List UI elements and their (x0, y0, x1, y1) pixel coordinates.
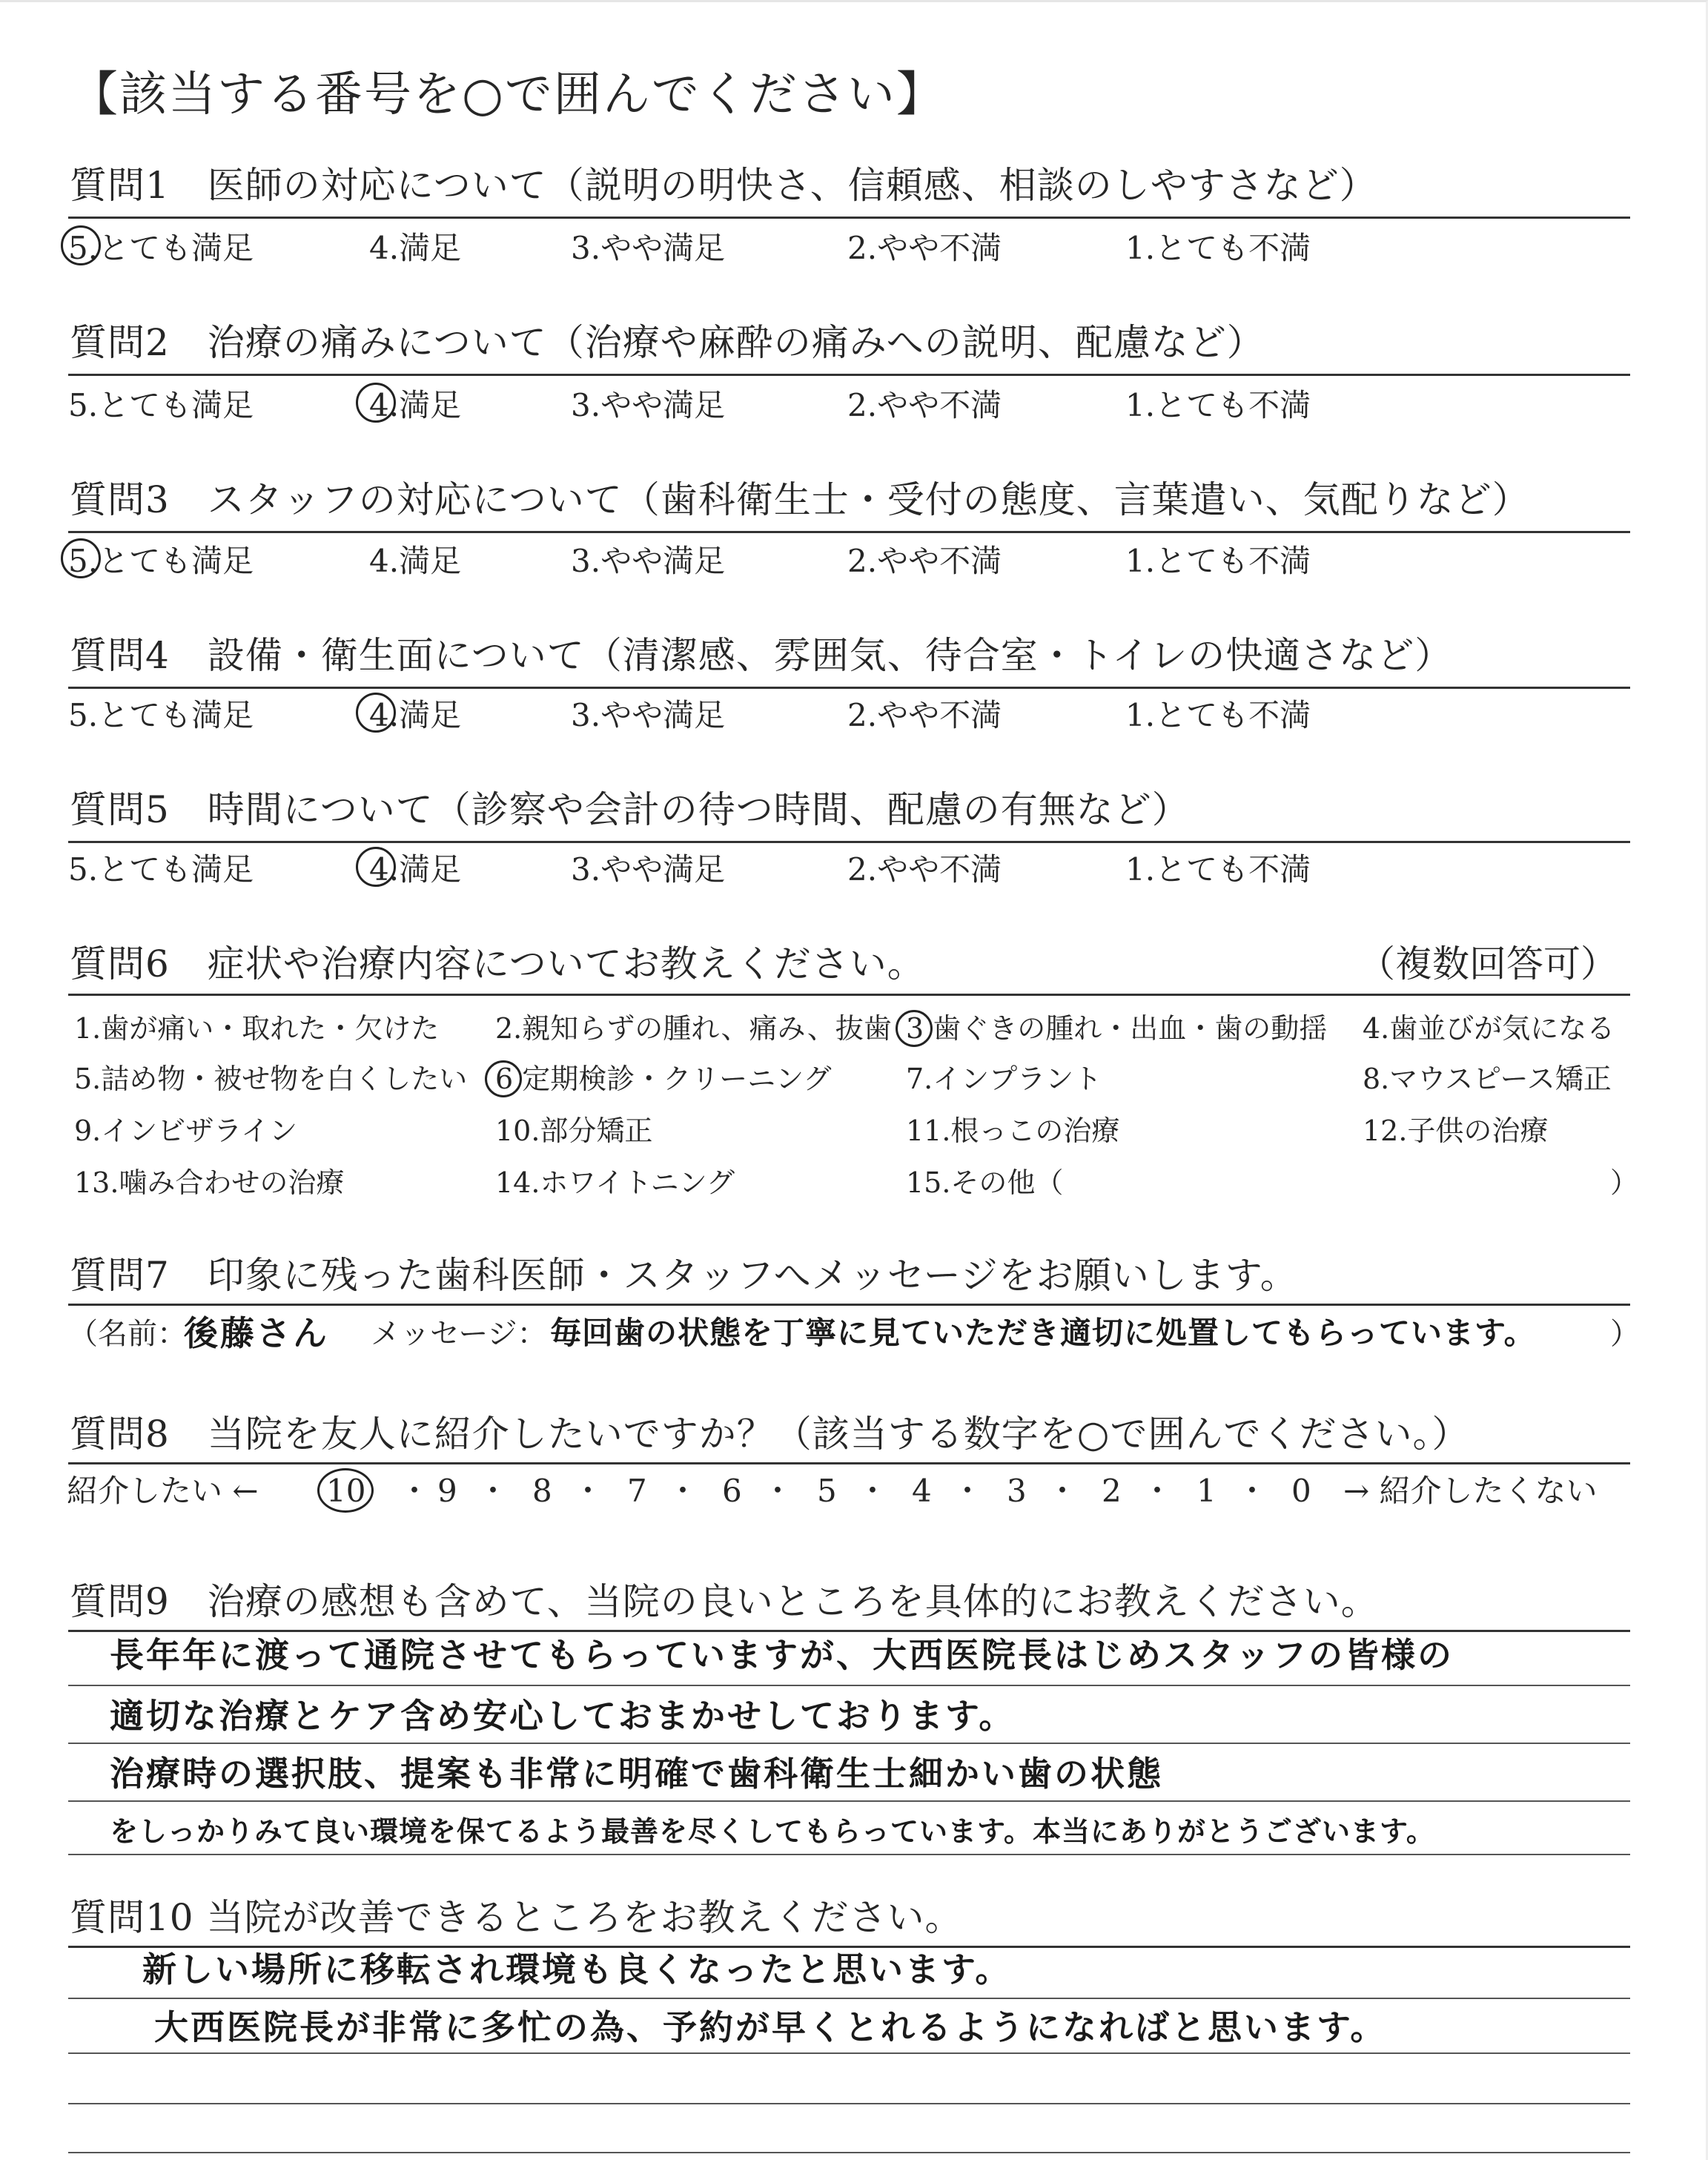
q8-dot: ・ (572, 1473, 604, 1509)
q7-close-paren: ） (1610, 1317, 1640, 1351)
q6-title: 質問6 症状や治療内容についてお教えください。 (70, 942, 925, 985)
q6-item-15-close: ） (1610, 1166, 1639, 1199)
q8-score-5[interactable]: 5 (817, 1473, 837, 1509)
q6-item-10[interactable]: 10.部分矯正 (495, 1114, 653, 1147)
q2-option-3[interactable]: 3.やや満足 (571, 387, 726, 423)
q8-score-2[interactable]: 2 (1102, 1473, 1122, 1509)
q8-score-8[interactable]: 8 (532, 1473, 552, 1509)
q8-dot: ・ (762, 1473, 794, 1509)
q5-option-3[interactable]: 3.やや満足 (571, 851, 726, 888)
q1-selection-circle (61, 225, 101, 265)
q6-item-11[interactable]: 11.根っこの治療 (906, 1114, 1120, 1147)
q6-item-8[interactable]: 8.マウスピース矯正 (1363, 1063, 1612, 1095)
q5-rule (68, 841, 1630, 843)
q8-score-1[interactable]: 1 (1196, 1473, 1217, 1509)
q10-answer-rule (68, 2152, 1630, 2153)
q8-title: 質問8 当院を友人に紹介したいですか？（該当する数字を○で囲んでください。） (70, 1413, 1470, 1456)
q9-answer-rule (68, 1685, 1630, 1686)
q2-option-1[interactable]: 1.とても不満 (1125, 387, 1311, 423)
q1-title: 質問1 医師の対応について（説明の明快さ、信頼感、相談のしやすさなど） (70, 164, 1377, 207)
q1-option-1[interactable]: 1.とても不満 (1125, 230, 1311, 266)
q3-title: 質問3 スタッフの対応について（歯科衛生士・受付の態度、言葉遣い、気配りなど） (70, 478, 1530, 521)
page-heading: 【該当する番号を○で囲んでください】 (70, 67, 945, 122)
q6-item-15[interactable]: 15.その他（ (906, 1166, 1064, 1199)
q7-name-value[interactable]: 後藤さん (184, 1313, 329, 1353)
q8-score-7[interactable]: 7 (627, 1473, 647, 1509)
q4-option-4[interactable]: 4.満足 (369, 697, 462, 733)
q4-option-2[interactable]: 2.やや不満 (847, 697, 1002, 733)
q8-dot: ・ (1047, 1473, 1079, 1509)
q9-answer-rule (68, 1854, 1630, 1855)
q4-selection-circle (356, 693, 396, 733)
q1-option-3[interactable]: 3.やや満足 (571, 230, 726, 266)
q6-item-6[interactable]: 6 定期検診・クリーニング (495, 1063, 832, 1095)
q10-title: 質問10 当院が改善できるところをお教えください。 (70, 1896, 963, 1939)
q1-option-5[interactable]: 5.とても満足 (68, 230, 254, 266)
q3-selection-circle (61, 538, 101, 578)
q2-selection-circle (356, 383, 396, 423)
q6-item-1[interactable]: 1.歯が痛い・取れた・欠けた (74, 1012, 440, 1045)
q8-score-0[interactable]: 0 (1291, 1473, 1311, 1509)
q2-option-4[interactable]: 4.満足 (369, 387, 462, 423)
q8-score-3[interactable]: 3 (1007, 1473, 1027, 1509)
q4-option-3[interactable]: 3.やや満足 (571, 697, 726, 733)
q1-option-4[interactable]: 4.満足 (369, 230, 462, 266)
q4-option-5[interactable]: 5.とても満足 (68, 697, 254, 733)
q3-rule (68, 531, 1630, 533)
q7-rule (68, 1304, 1630, 1306)
q10-answer-rule (68, 2103, 1630, 2104)
q9-title: 質問9 治療の感想も含めて、当院の良いところを具体的にお教えください。 (70, 1580, 1379, 1623)
q8-dot: ・ (399, 1473, 431, 1509)
q8-score-10[interactable]: 10 (326, 1473, 366, 1509)
q8-dot: ・ (952, 1473, 984, 1509)
q6-rule (68, 994, 1630, 996)
q6-item-7[interactable]: 7.インプラント (906, 1063, 1102, 1095)
q9-answer-line-3[interactable]: 治療時の選択肢、提案も非常に明確で歯科衛生士細かい歯の状態 (110, 1754, 1163, 1794)
q2-title: 質問2 治療の痛みについて（治療や麻酔の痛みへの説明、配慮など） (70, 321, 1265, 364)
q8-dot: ・ (1237, 1473, 1268, 1509)
q8-score-9[interactable]: 9 (437, 1473, 457, 1509)
q10-answer-rule (68, 2052, 1630, 2054)
q7-message-value[interactable]: 毎回歯の状態を丁寧に見ていただき適切に処置してもらっています。 (550, 1315, 1536, 1351)
q9-answer-line-2[interactable]: 適切な治療とケア含め安心しておまかせしております。 (110, 1696, 1016, 1736)
q8-rule (68, 1462, 1630, 1464)
q6-item-14[interactable]: 14.ホワイトニング (495, 1166, 735, 1199)
q10-answer-rule (68, 1998, 1630, 1999)
q6-selection-circle-3 (896, 1010, 933, 1047)
q6-item-13[interactable]: 13.噛み合わせの治療 (74, 1166, 345, 1199)
q9-answer-rule (68, 1743, 1630, 1744)
q8-selection-circle (317, 1468, 374, 1513)
q9-answer-line-4[interactable]: をしっかりみて良い環境を保てるよう最善を尽くしてもらっています。本当にありがとうございます。 (110, 1815, 1435, 1848)
q6-selection-circle-6 (485, 1060, 522, 1097)
q6-item-9[interactable]: 9.インビザライン (74, 1114, 298, 1147)
q6-item-12[interactable]: 12.子供の治療 (1363, 1114, 1549, 1147)
q3-option-4[interactable]: 4.満足 (369, 543, 462, 579)
q8-right-label: → 紹介したくない (1343, 1473, 1598, 1509)
q2-option-2[interactable]: 2.やや不満 (847, 387, 1002, 423)
q6-item-4[interactable]: 4.歯並びが気になる (1363, 1012, 1615, 1045)
q4-rule (68, 687, 1630, 689)
q1-rule (68, 217, 1630, 219)
q8-score-6[interactable]: 6 (722, 1473, 742, 1509)
q5-option-1[interactable]: 1.とても不満 (1125, 851, 1311, 888)
q7-message-label: メッセージ： (371, 1317, 547, 1351)
q6-item-2[interactable]: 2.親知らずの腫れ、痛み、抜歯 (495, 1012, 892, 1045)
q3-option-1[interactable]: 1.とても不満 (1125, 543, 1311, 579)
q7-name-label: （名前： (68, 1317, 187, 1351)
q8-dot: ・ (667, 1473, 699, 1509)
q6-item-3[interactable]: 3 歯ぐきの腫れ・出血・歯の動揺 (906, 1012, 1328, 1045)
q7-title: 質問7 印象に残った歯科医師・スタッフへメッセージをお願いします。 (70, 1254, 1298, 1297)
q8-dot: ・ (477, 1473, 509, 1509)
q8-dot: ・ (1142, 1473, 1174, 1509)
q4-option-1[interactable]: 1.とても不満 (1125, 697, 1311, 733)
q5-option-4[interactable]: 4.満足 (369, 851, 462, 888)
q5-selection-circle (356, 847, 396, 887)
q2-rule (68, 374, 1630, 376)
q5-option-5[interactable]: 5.とても満足 (68, 851, 254, 888)
q10-answer-line-1[interactable]: 新しい場所に移転され環境も良くなったと思います。 (142, 1949, 1012, 1989)
q3-option-3[interactable]: 3.やや満足 (571, 543, 726, 579)
q5-title: 質問5 時間について（診察や会計の待つ時間、配慮の有無など） (70, 788, 1190, 831)
q6-multiple-note: （複数回答可） (1358, 942, 1618, 985)
q5-option-2[interactable]: 2.やや不満 (847, 851, 1002, 888)
q10-answer-line-2[interactable]: 大西医院長が非常に多忙の為、予約が早くとれるようになればと思います。 (154, 2007, 1387, 2047)
q9-answer-rule (68, 1800, 1630, 1802)
q4-title: 質問4 設備・衛生面について（清潔感、雰囲気、待合室・トイレの快適さなど） (70, 634, 1453, 677)
q1-option-2[interactable]: 2.やや不満 (847, 230, 1002, 266)
q8-dot: ・ (857, 1473, 889, 1509)
q8-score-4[interactable]: 4 (912, 1473, 932, 1509)
q3-option-5[interactable]: 5.とても満足 (68, 543, 254, 579)
q3-option-2[interactable]: 2.やや不満 (847, 543, 1002, 579)
q6-item-5[interactable]: 5.詰め物・被せ物を白くしたい (74, 1063, 468, 1095)
q2-option-5[interactable]: 5.とても満足 (68, 387, 254, 423)
q8-left-label: 紹介したい ← (67, 1473, 259, 1509)
q9-answer-line-1[interactable]: 長年年に渡って通院させてもらっていますが、大西医院長はじめスタッフの皆様の (110, 1635, 1454, 1675)
